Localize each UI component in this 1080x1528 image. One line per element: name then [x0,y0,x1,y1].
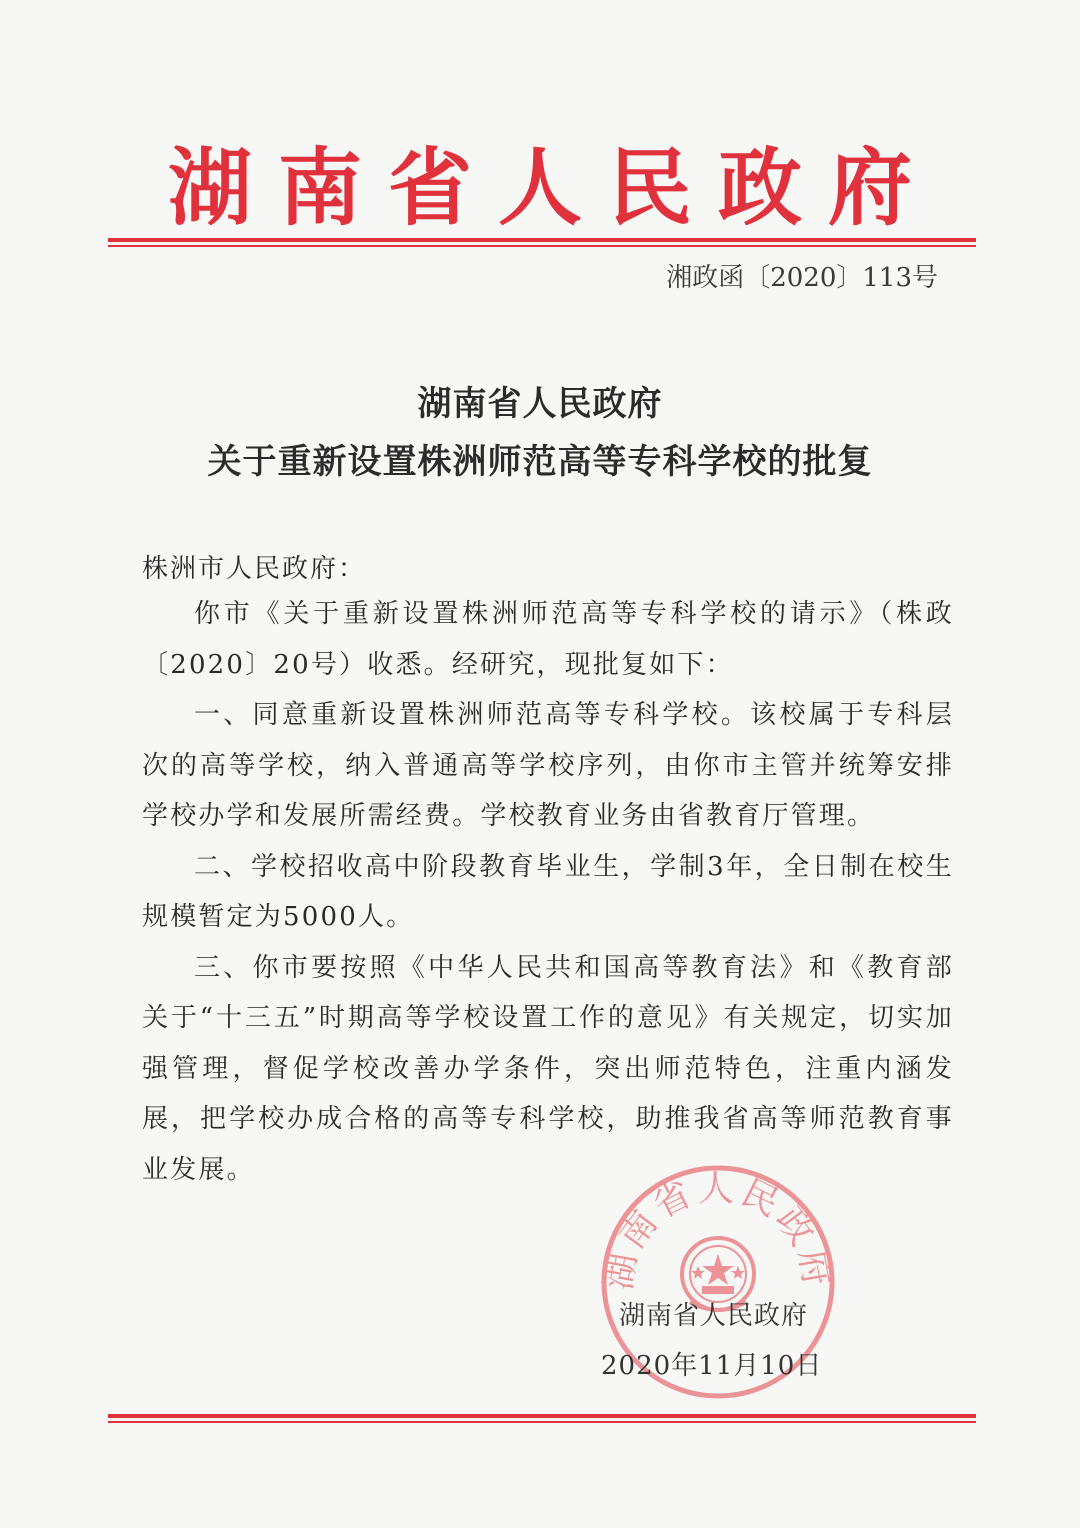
title-line-1: 湖南省人民政府 [417,384,663,424]
salutation: 株洲市人民政府： [142,554,367,584]
seal-text: 湖南省人民政府 [598,1168,838,1293]
paragraph-2: 一、同意重新设置株洲师范高等专科学校。该校属于专科层次的高等学校，纳入普通高等学校序列，由你市主管并统筹安排学校办学和发展所需经费。学校教育业务由省教育厅管理。 [142,700,954,831]
footer-rule-thin [108,1421,976,1423]
title-line-2: 关于重新设置株洲师范高等专科学校的批复 [207,442,873,482]
signer-name: 湖南省人民政府 [619,1301,809,1331]
header-rule-thin [108,245,976,247]
document-number: 湘政函〔2020〕113号 [666,263,938,293]
body-text [142,589,954,1195]
organization-header: 湖南省人民政府 [167,138,938,237]
header-rule-thick [108,238,976,242]
footer-rule-thick [108,1414,976,1418]
paragraph-4: 三、你市要按照《中华人民共和国高等教育法》和《教育部关于“十三五”时期高等学校设置工作的意见》有关规定，切实加强管理，督促学校改善办学条件，突出师范特色，注重内涵发展，把学校办成合格的高等专科学校，助推我省高等师范教育事业发展。 [142,952,954,1185]
signing-date: 2020年11月10日 [601,1351,823,1381]
paragraph-3: 二、学校招收高中阶段教育毕业生，学制3年，全日制在校生规模暂定为5000人。 [142,851,954,932]
paragraph-1: 你市《关于重新设置株洲师范高等专科学校的请示》（株政〔2020〕20号）收悉。经研究，现批复如下： [142,599,954,680]
